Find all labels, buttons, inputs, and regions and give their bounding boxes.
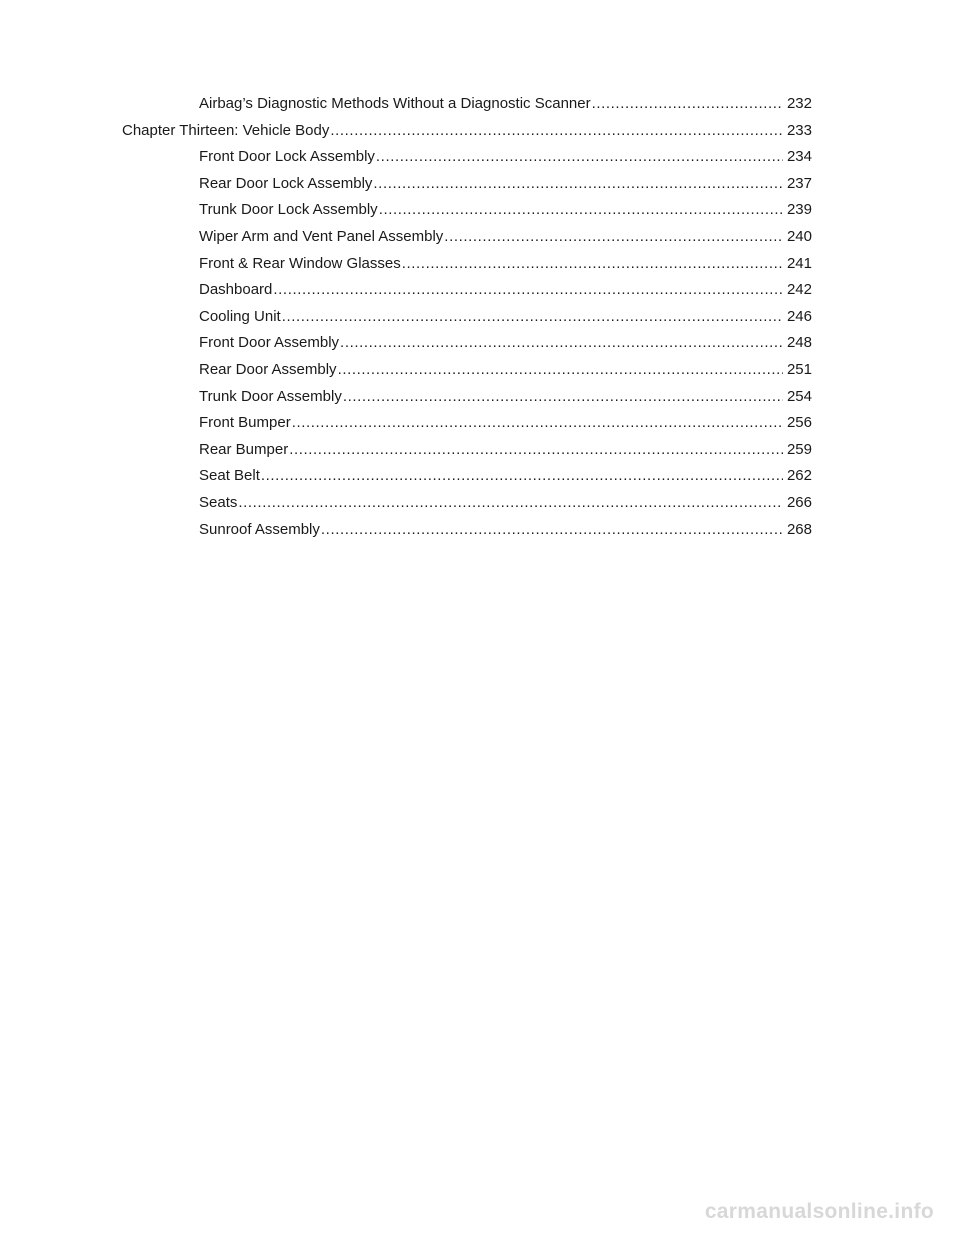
toc-entry-title[interactable]: Rear Door Assembly [199, 360, 337, 378]
dot-leader [373, 171, 783, 198]
toc-entry-title[interactable]: Seat Belt [199, 467, 260, 485]
toc-entry[interactable] [0, 197, 960, 224]
toc-entry-title[interactable]: Wiper Arm and Vent Panel Assembly [199, 227, 444, 245]
toc-entry[interactable] [0, 463, 960, 490]
toc-entry-title[interactable]: Cooling Unit [199, 307, 281, 325]
toc-entry-title[interactable]: Rear Bumper [199, 440, 289, 458]
toc-entry-title[interactable]: Front Door Assembly [199, 334, 340, 352]
toc-entry[interactable] [0, 384, 960, 411]
toc-entry-title[interactable]: Chapter Thirteen: Vehicle Body [122, 121, 330, 139]
dot-leader [376, 144, 783, 171]
dot-leader [402, 251, 783, 278]
toc-entry-page: 233 [786, 121, 812, 139]
dot-leader [338, 357, 783, 384]
toc-entry-title[interactable]: Front Door Lock Assembly [199, 148, 375, 166]
toc-entry-page: 262 [786, 467, 812, 485]
dot-leader [330, 118, 783, 145]
toc-entry[interactable] [0, 490, 960, 517]
dot-leader [379, 197, 783, 224]
dot-leader [292, 410, 783, 437]
toc-entry[interactable] [0, 517, 960, 544]
toc-entry-title[interactable]: Front Bumper [199, 414, 291, 432]
toc-entry-title[interactable]: Trunk Door Lock Assembly [199, 201, 378, 219]
dot-leader [261, 463, 783, 490]
toc-entry-title[interactable]: Dashboard [199, 281, 273, 299]
dot-leader [289, 437, 783, 464]
toc-entry-page: 241 [786, 254, 812, 272]
toc-entry[interactable] [0, 304, 960, 331]
toc-entry[interactable] [0, 410, 960, 437]
toc-entry-page: 268 [786, 520, 812, 538]
toc-entry-page: 232 [786, 95, 812, 112]
dot-leader [343, 384, 783, 411]
toc-entry-title[interactable]: Seats [199, 493, 238, 511]
toc-entry-page: 259 [786, 440, 812, 458]
toc-entry[interactable] [0, 357, 960, 384]
toc-entry-page: 237 [786, 174, 812, 192]
watermark: carmanualsonline.info [704, 1200, 934, 1223]
toc-entry-page: 239 [786, 201, 812, 219]
toc-entry-title[interactable]: Front & Rear Window Glasses [199, 254, 401, 272]
dot-leader [238, 490, 783, 517]
toc-entry[interactable] [0, 144, 960, 171]
toc-entry-title[interactable]: Sunroof Assembly [199, 520, 320, 538]
dot-leader [592, 91, 783, 118]
toc-entry[interactable] [0, 277, 960, 304]
dot-leader [321, 517, 783, 544]
toc-entry-page: 246 [786, 307, 812, 325]
toc-entry[interactable] [0, 251, 960, 278]
toc-entry-page: 248 [786, 334, 812, 352]
dot-leader [444, 224, 783, 251]
dot-leader [282, 304, 783, 331]
toc-entry[interactable] [0, 224, 960, 251]
toc-entry-page: 256 [786, 414, 812, 432]
toc-entry-title[interactable]: Rear Door Lock Assembly [199, 174, 373, 192]
toc-entry-page: 234 [786, 148, 812, 166]
toc-entry-title[interactable]: Trunk Door Assembly [199, 387, 342, 405]
toc-entry-page: 242 [786, 281, 812, 299]
toc-entry-title[interactable]: Airbag’s Diagnostic Methods Without a Diagnostic Scanner [199, 95, 591, 112]
toc-entry-page: 251 [786, 360, 812, 378]
toc-entry-page: 240 [786, 227, 812, 245]
toc-entry[interactable] [0, 437, 960, 464]
dot-leader [273, 277, 783, 304]
toc-entry-page: 254 [786, 387, 812, 405]
toc-entry[interactable] [0, 330, 960, 357]
toc-entry[interactable] [0, 91, 960, 118]
table-of-contents [0, 91, 960, 543]
dot-leader [340, 330, 783, 357]
toc-entry-page: 266 [786, 493, 812, 511]
toc-entry[interactable] [0, 171, 960, 198]
toc-entry[interactable] [0, 118, 960, 145]
